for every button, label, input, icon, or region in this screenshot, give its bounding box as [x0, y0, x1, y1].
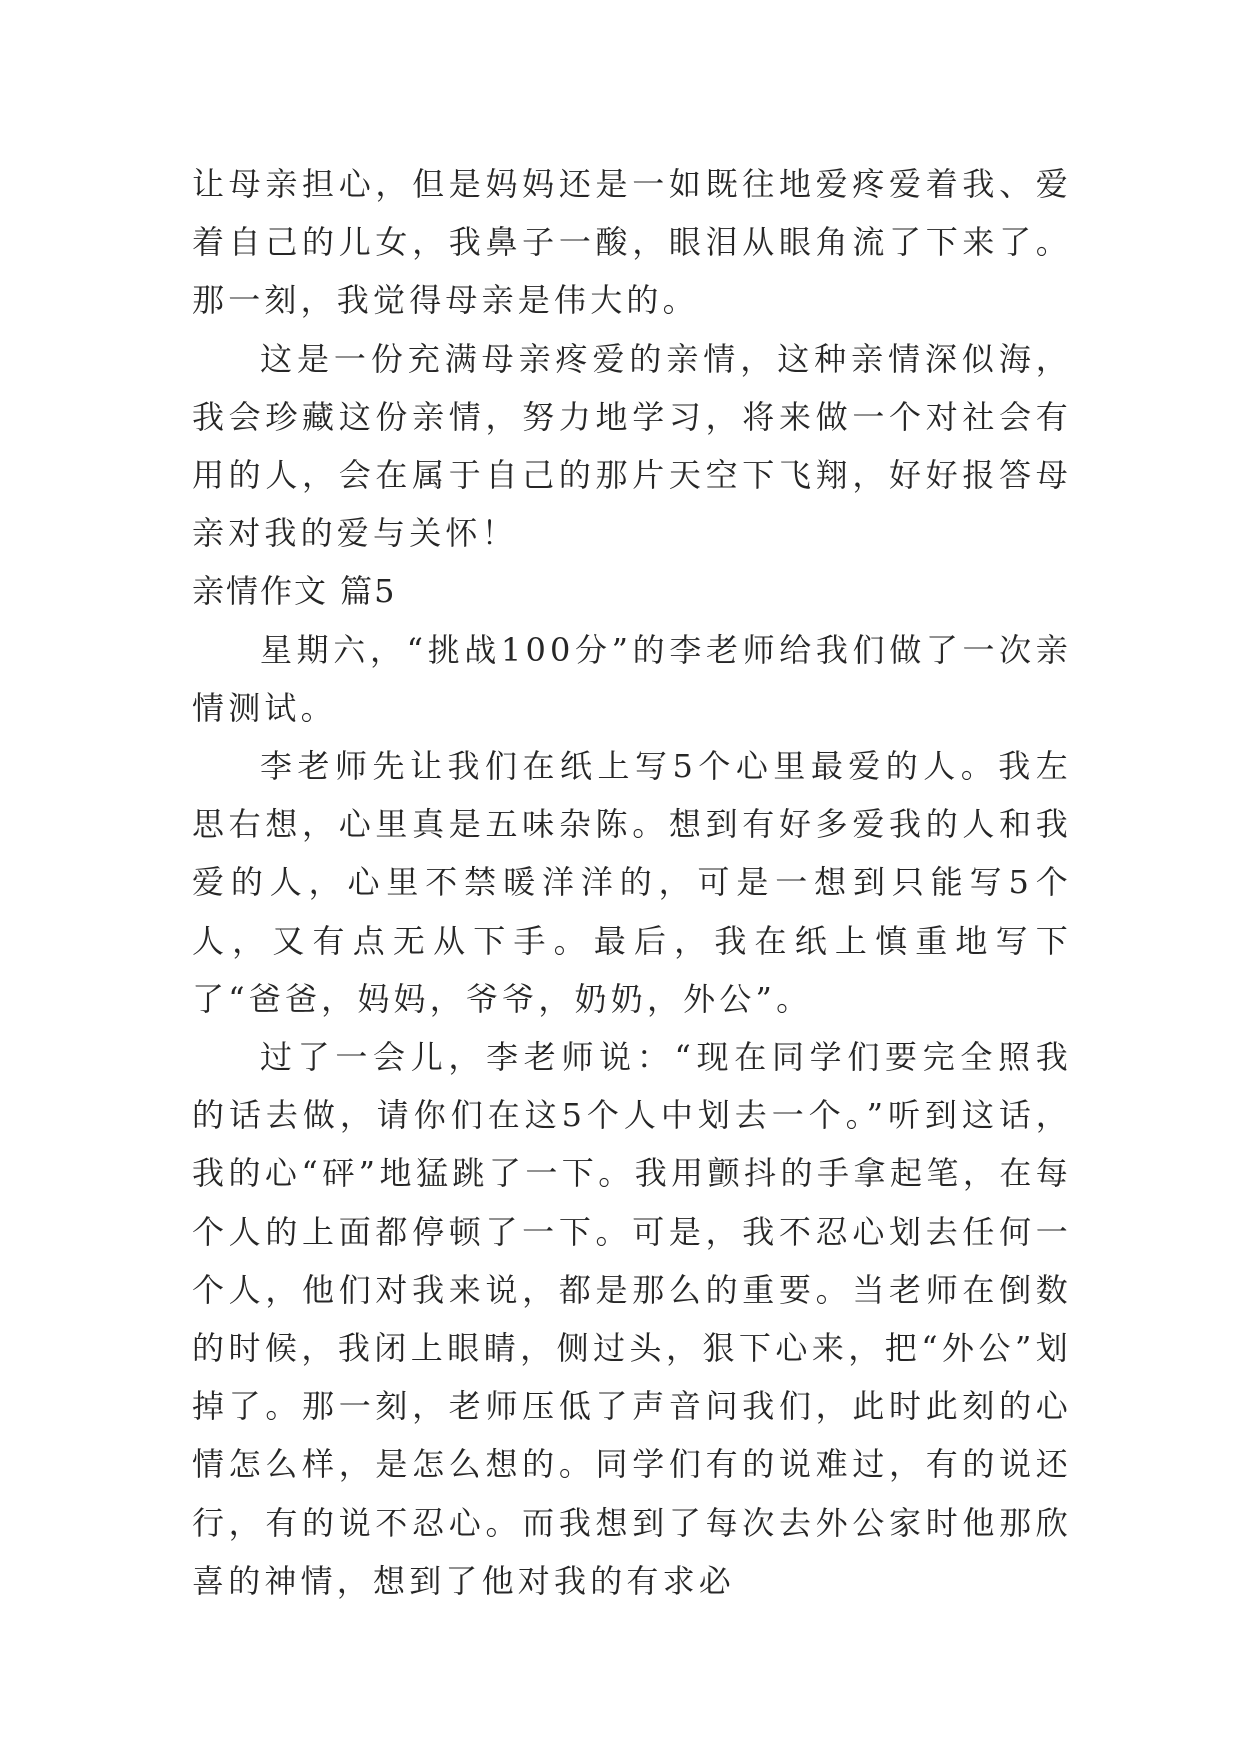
- document-page: [192, 155, 1072, 1610]
- paragraph-1: 让母亲担心，但是妈妈还是一如既往地爱疼爱着我、爱着自己的儿女，我鼻子一酸，眼泪从眼角流了下来了。那一刻，我觉得母亲是伟大的。: [192, 165, 1072, 320]
- section-paragraph-2: 李老师先让我们在纸上写5个心里最爱的人。我左思右想，心里真是五味杂陈。想到有好多爱我的人和我爱的人，心里不禁暖洋洋的，可是一想到只能写5个人，又有点无从下手。最后，我在纸上慎重地写下了“爸爸，妈妈，爷爷，奶奶，外公”。: [192, 747, 1072, 1018]
- paragraph-2: 这是一份充满母亲疼爱的亲情，这种亲情深似海，我会珍藏这份亲情，努力地学习，将来做一个对社会有用的人，会在属于自己的那片天空下飞翔，好好报答母亲对我的爱与关怀！: [192, 339, 1072, 553]
- section-paragraph-3: 过了一会儿，李老师说：“现在同学们要完全照我的话去做，请你们在这5个人中划去一个。”听到这话，我的心“砰”地猛跳了一下。我用颤抖的手拿起笔，在每个人的上面都停顿了一下。可是，我不忍心划去任何一个人，他们对我来说，都是那么的重要。当老师在倒数的时候，我闭上眼睛，侧过头，狠下心来，把“外公”划掉了。那一刻，老师压低了声音问我们，此时此刻的心情怎么样，是怎么想的。同学们有的说难过，有的说还行，有的说不忍心。而我想到了每次去外公家时他那欣喜的神情，想到了他对我的有求必: [192, 1038, 1072, 1600]
- section-paragraph-1: 星期六，“挑战100分”的李老师给我们做了一次亲情测试。: [192, 630, 1072, 727]
- section-heading: 亲情作文 篇5: [192, 572, 397, 611]
